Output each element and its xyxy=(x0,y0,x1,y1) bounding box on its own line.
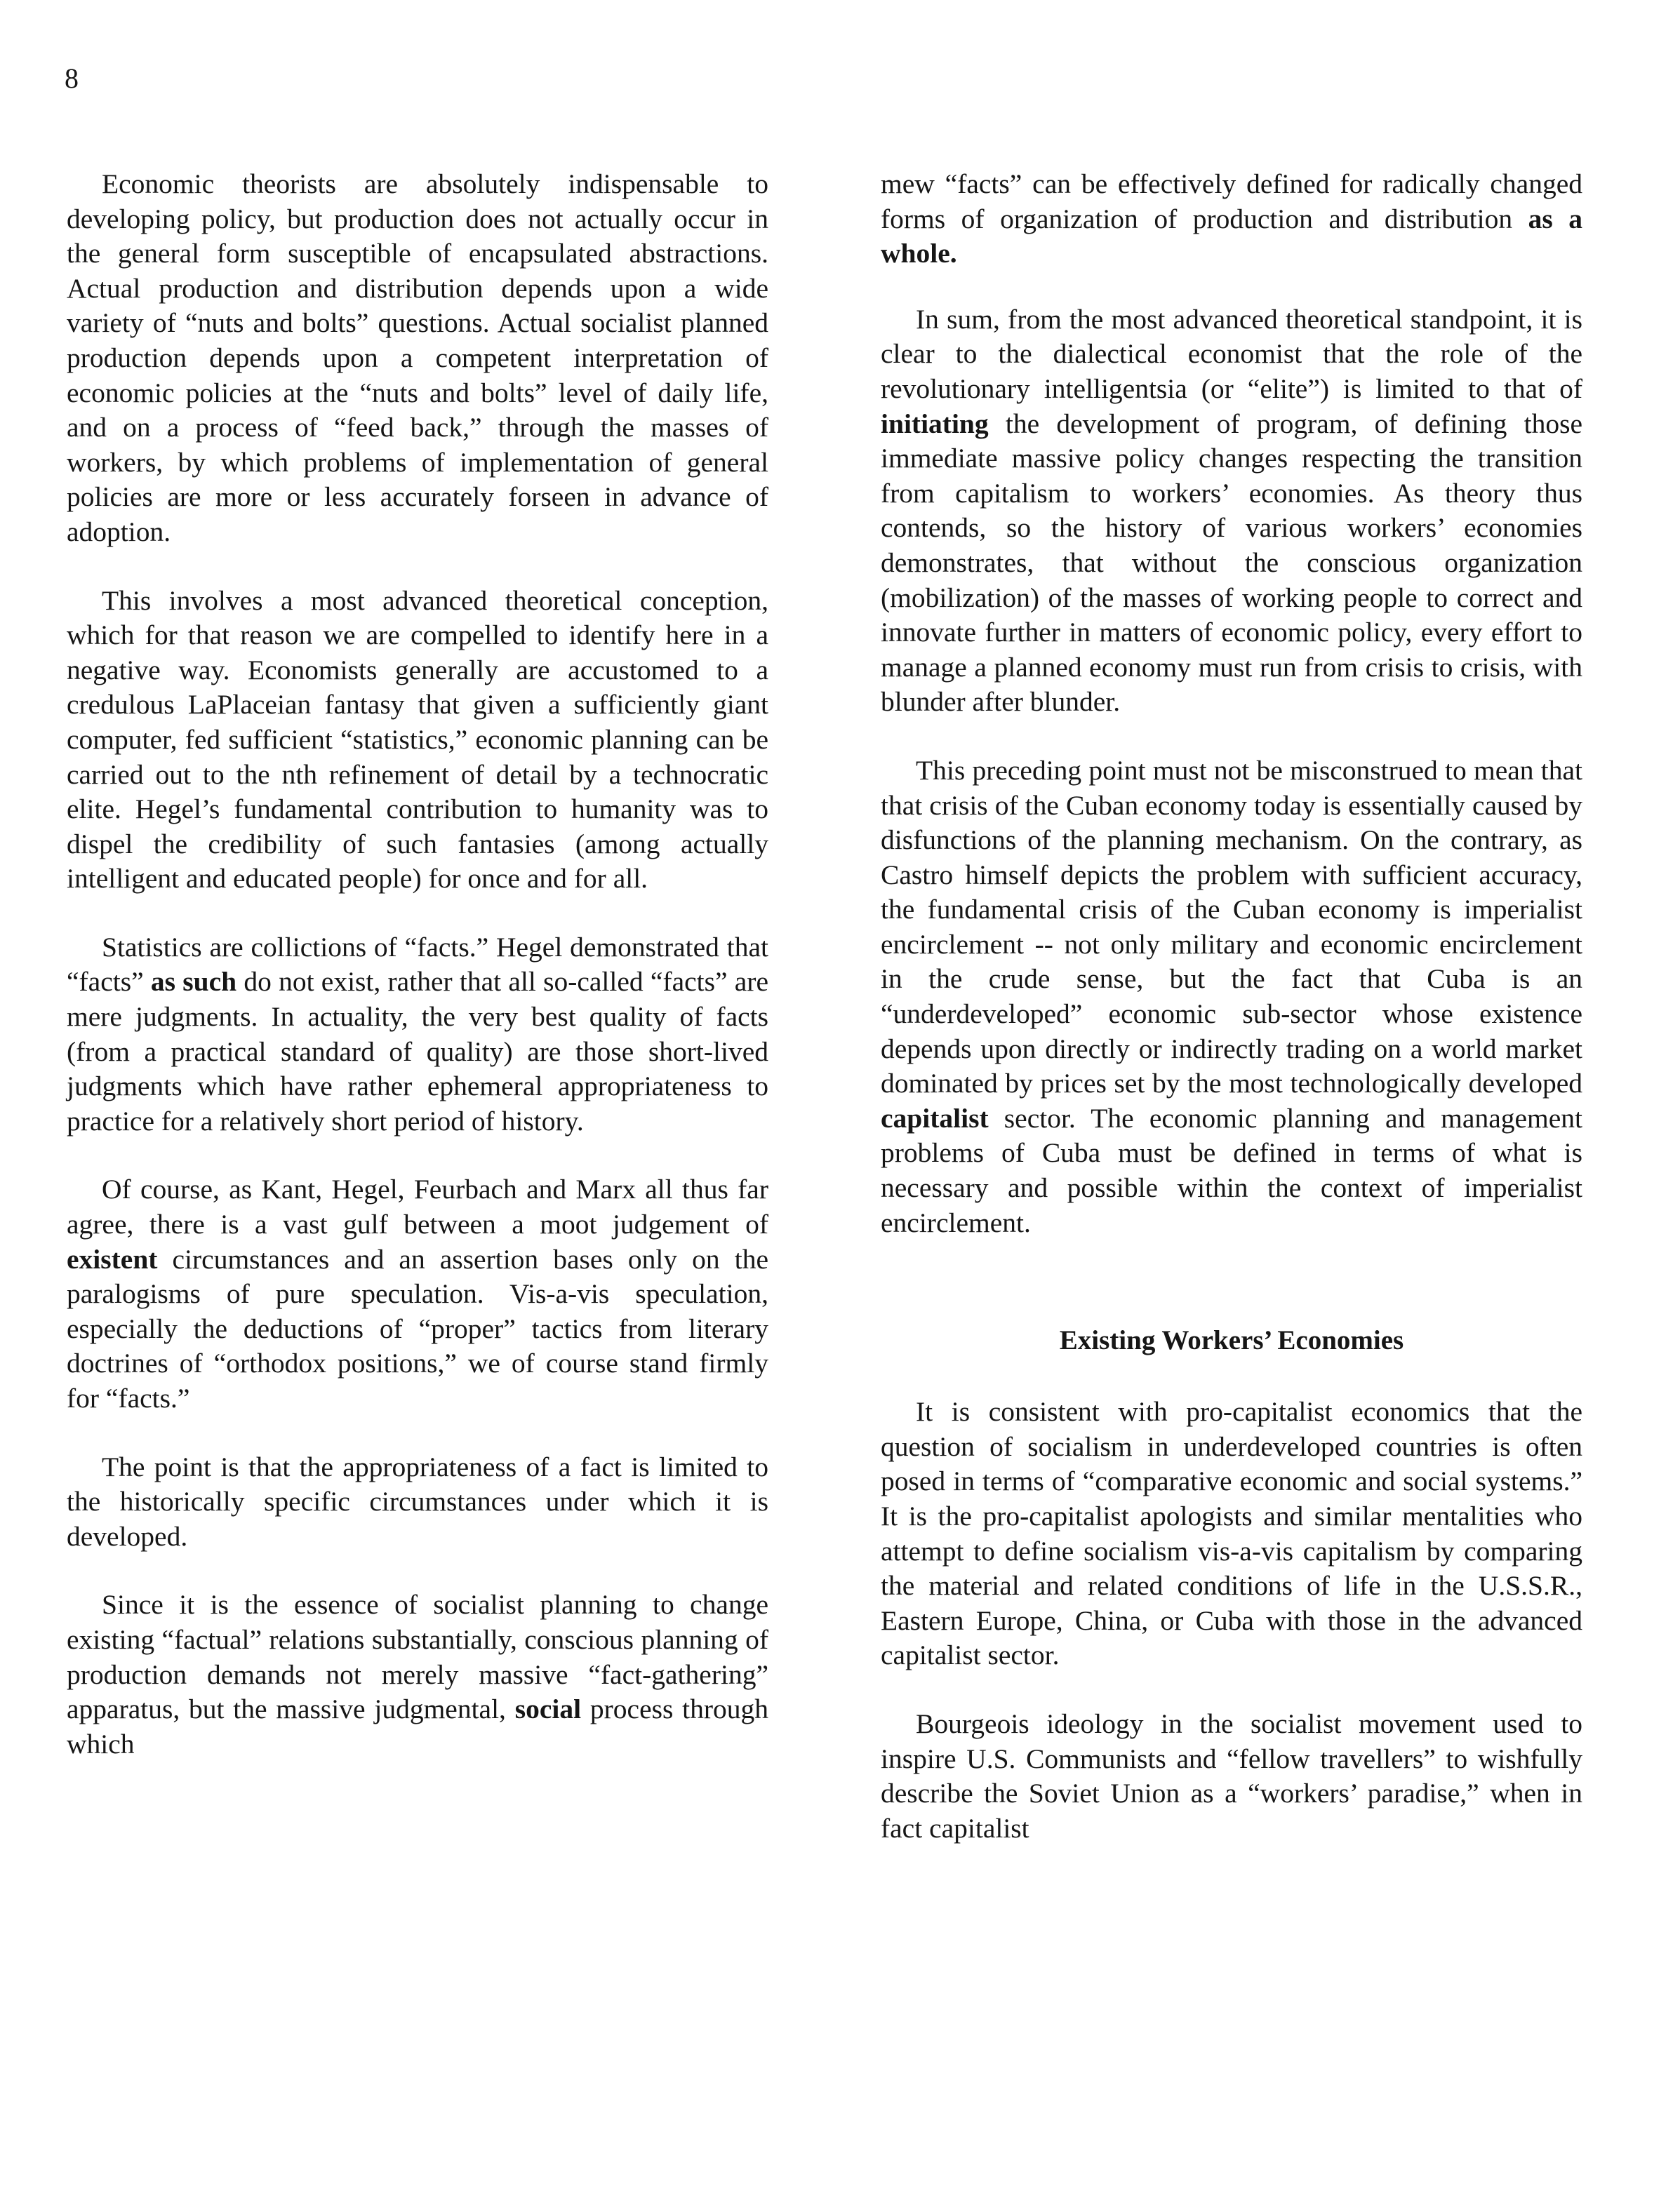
paragraph-statistics xyxy=(67,930,768,1139)
text-run: Since it is the essence of socialist planning to change existing “factual” relations substantially, conscious planning of production demands not merely massive “fact-gathering” apparatus, but the massive judgmental, xyxy=(67,1589,768,1725)
paragraph-continuation xyxy=(881,167,1582,272)
right-column xyxy=(881,167,1582,1879)
paragraph-cuban-economy xyxy=(881,753,1582,1240)
text-run: Of course, as Kant, Hegel, Feurbach and Marx all thus far agree, there is a vast gulf between a moot judgement of xyxy=(67,1174,768,1240)
text-run: the development of program, of defining those immediate massive policy changes respecting the transition from capitalism to workers’ economies. As theory thus contends, so the history of various workers’ economies demonstrates, that without the conscious organization (mobilization) of the masses of working people to correct and innovate further in matters of economic policy, every effort to manage a planned economy must run from crisis to crisis, with blunder after blunder. xyxy=(881,408,1582,718)
paragraph-appropriateness: The point is that the appropriateness of a fact is limited to the historically specific circumstances under which it is developed. xyxy=(67,1451,768,1552)
page-number: 8 xyxy=(65,62,79,94)
text-run: In sum, from the most advanced theoretical standpoint, it is clear to the dialectical economist that the role of the revolutionary intelligentsia (or “elite”) is limited to that of xyxy=(881,303,1582,404)
paragraph-socialist-planning xyxy=(67,1588,768,1762)
left-column xyxy=(67,167,768,1795)
text-run: process through which xyxy=(67,1694,769,1759)
text-run: do not exist, rather that all so-called “facts” are mere judgments. In actuality, the very best quality of facts (from a practical standard of quality) are those short-lived judgments which have rather ephemeral appropriateness to practice for a relatively short period of history. xyxy=(67,966,768,1137)
paragraph-pro-capitalist: It is consistent with pro-capitalist economics that the question of socialism in underdeveloped countries is often posed in terms of “comparative economic and social systems.” It is the pro-capitalist apologists and similar mentalities who attempt to define socialism vis-a-vis capitalism by comparing the material and related conditions of life in the U.S.S.R., Eastern Europe, China, or Cuba with those in the advanced capitalist sector. xyxy=(881,1396,1582,1671)
text-run: Statistics are collictions of “facts.” Hegel demonstrated that “facts” xyxy=(67,931,768,998)
paragraph-advanced-conception: This involves a most advanced theoretical conception, which for that reason we are compelled to identify here in a negative way. Economists generally are accustomed to a credulous LaPlaceian fantasy that given a sufficiently giant computer, fed sufficient “statistics,” economic planning can be carried out to the nth refinement of detail by a technocratic elite. Hegel’s fundamental contribution to humanity was to dispel the credibility of such fantasies (among actually intelligent and educated people) for once and for all. xyxy=(67,584,768,894)
section-heading: Existing Workers’ Economies xyxy=(1059,1325,1404,1356)
text-run: This preceding point must not be misconstrued to mean that that crisis of the Cuban economy today is essentially caused by disfunctions of the planning mechanism. On the contrary, as Castro himself depicts the problem with sufficient accuracy, the fundamental crisis of the Cuban economy is imperialist encirclement -- not only military and economic encirclement in the crude sense, but the fact that Cuba is an “underdeveloped” economic sub-sector whose existence depends upon directly or indirectly trading on a world market dominated by prices set by the most technologically developed xyxy=(881,754,1582,1099)
bold-text: initiating xyxy=(881,408,989,439)
paragraph-economic-theorists: Economic theorists are absolutely indispensable to developing policy, but production does not actually occur in the general form susceptible of encapsulated abstractions. Actual production and distribution depends upon a wide variety of “nuts and bolts” questions. Actual socialist planned production depends upon a competent interpretation of economic policies at the “nuts and bolts” level of daily life, and on a process of “feed back,” through the masses of workers, by which problems of implementation of general policies are more or less accurately forseen in advance of adoption. xyxy=(67,168,768,547)
text-run: sector. The economic planning and management problems of Cuba must be defined in terms of what is necessary and possible within the context of imperialist encirclement. xyxy=(881,1102,1582,1238)
bold-text: as such xyxy=(150,966,237,998)
paragraph-bourgeois-ideology: Bourgeois ideology in the socialist movement used to inspire U.S. Communists and “fellow travellers” to wishfully describe the Soviet Union as a “workers’ paradise,” when in fact capitalist xyxy=(881,1708,1582,1844)
bold-text: social xyxy=(514,1694,582,1725)
bold-text: as a whole. xyxy=(881,203,1582,269)
bold-text: capitalist xyxy=(881,1102,989,1134)
paragraph-in-sum xyxy=(881,302,1582,720)
paragraph-kant-hegel xyxy=(67,1172,768,1416)
text-run: circumstances and an assertion bases only on the paralogisms of pure speculation. Vis-a-vis speculation, especially the deductions of “proper” tactics from literary doctrines of “orthodox positions,” we of course stand firmly for “facts.” xyxy=(67,1243,768,1414)
bold-text: existent xyxy=(67,1243,158,1275)
text-run: mew “facts” can be effectively defined for radically changed forms of organization of production and distribution xyxy=(881,168,1582,234)
